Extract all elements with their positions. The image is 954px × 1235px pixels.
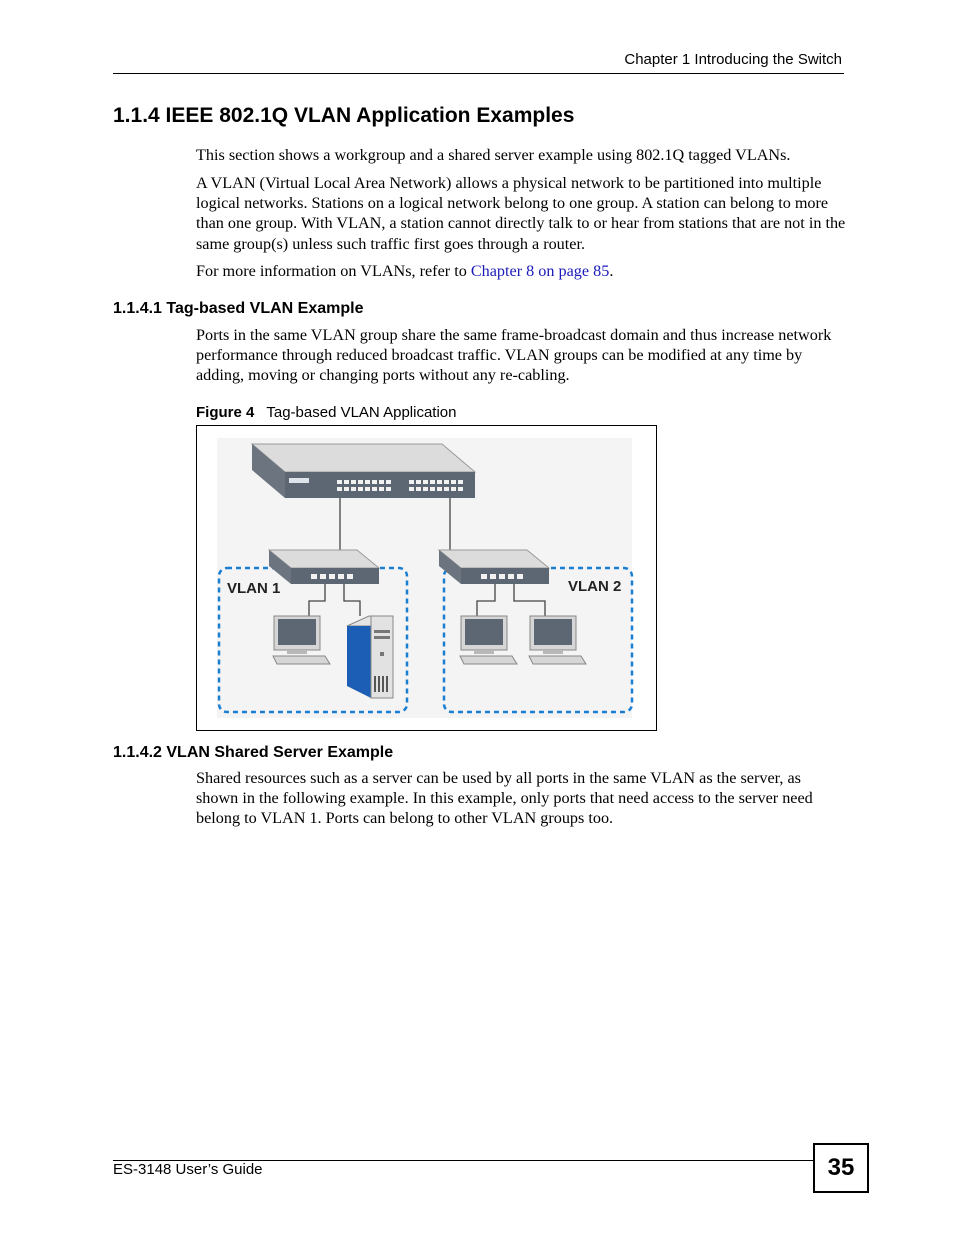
figure-frame: [196, 425, 657, 731]
footer-guide-title: ES-3148 User’s Guide: [113, 1161, 263, 1178]
vlan1-label: VLAN 1: [227, 580, 281, 597]
subsection-title-tag-based: 1.1.4.1 Tag-based VLAN Example: [113, 300, 364, 317]
figure-label: Figure 4: [196, 404, 255, 421]
running-header: Chapter 1 Introducing the Switch: [624, 51, 842, 68]
vlan-diagram: [197, 426, 656, 730]
more-info-prefix: For more information on VLANs, refer to: [196, 262, 471, 280]
more-info-paragraph: [196, 261, 846, 281]
section-title: 1.1.4 IEEE 802.1Q VLAN Application Examples: [113, 104, 575, 127]
figure-caption-text: Tag-based VLAN Application: [266, 404, 457, 421]
vlan-definition-paragraph: A VLAN (Virtual Local Area Network) allows a physical network to be partitioned into multiple logical networks. Stations on a logical network belong to one group. A station can belong to more than one group. With VLAN, a station cannot directly talk to or hear from stations that are not in the same group(s) unless such traffic first goes through a router.: [196, 174, 846, 253]
intro-paragraph: This section shows a workgroup and a shared server example using 802.1Q tagged VLANs.: [196, 146, 791, 164]
vlan1-server-icon: [347, 616, 393, 698]
more-info-suffix: .: [609, 262, 614, 280]
vlan2-label: VLAN 2: [568, 578, 622, 595]
subsection-title-shared-server: 1.1.4.2 VLAN Shared Server Example: [113, 744, 394, 761]
figure-caption: [196, 404, 456, 421]
page-number: 35: [813, 1143, 869, 1193]
shared-server-paragraph: Shared resources such as a server can be used by all ports in the same VLAN as the server, as shown in the following example. In this example, only ports that need access to the server need belong to VLAN 1. Ports can belong to other VLAN groups too.: [196, 769, 813, 828]
header-rule: [113, 73, 844, 74]
chapter-8-link[interactable]: Chapter 8 on page 85: [470, 262, 610, 280]
vlan2-switch-icon: [439, 550, 549, 584]
tag-based-paragraph: Ports in the same VLAN group share the same frame-broadcast domain and thus increase network performance through reduced broadcast traffic. VLAN groups can be modified at any time by adding, moving or changing ports without any re-cabling.: [196, 326, 832, 385]
main-switch-icon: [252, 444, 475, 498]
vlan1-switch-icon: [269, 550, 379, 584]
